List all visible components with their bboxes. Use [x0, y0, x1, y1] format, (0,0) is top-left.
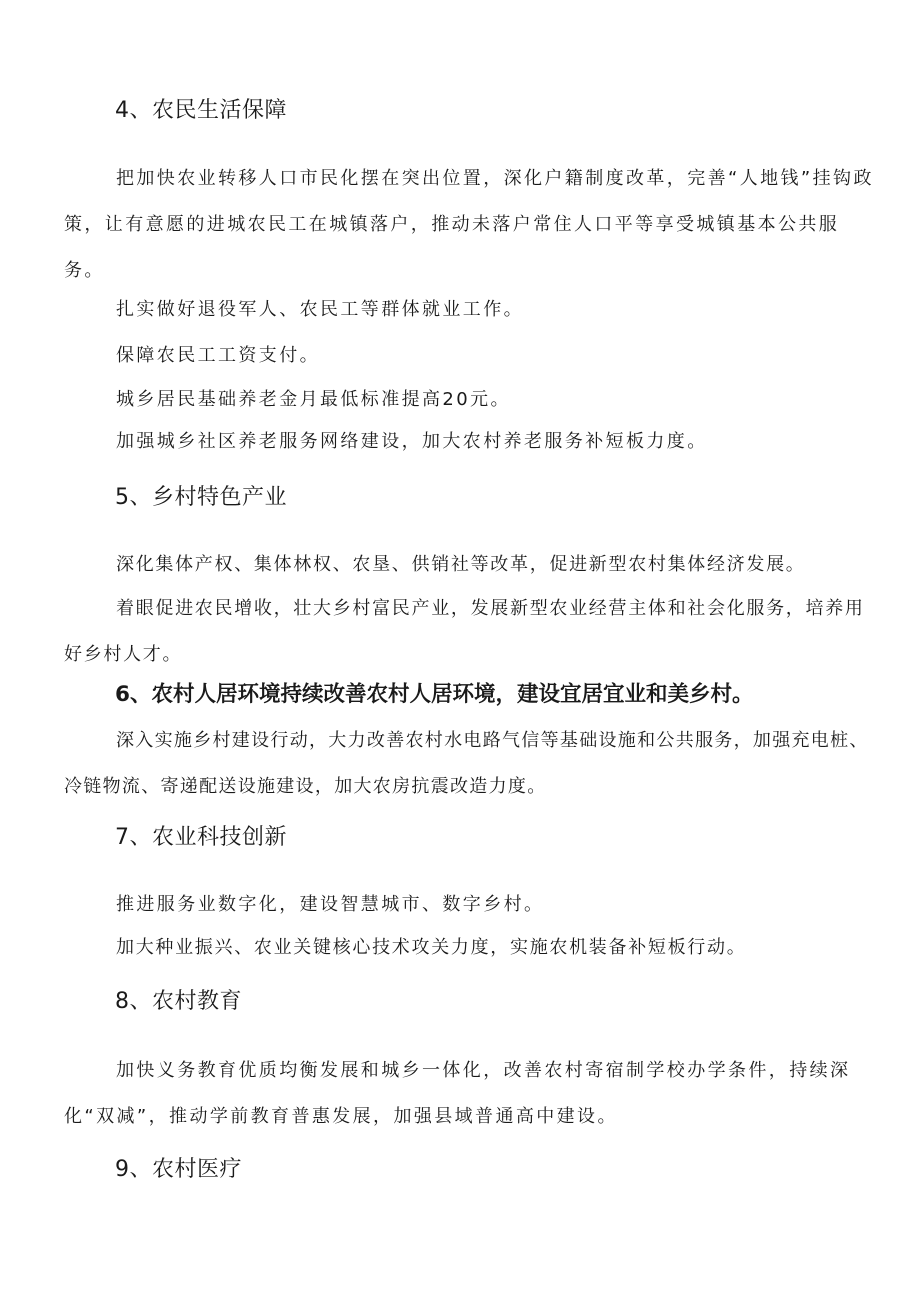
paragraph: 加快义务教育优质均衡发展和城乡一体化，改善农村寄宿制学校办学条件，持续深化“双减”，推动学前教育普惠发展，加强县域普通高中建设。 [64, 1060, 851, 1127]
paragraph: 深入实施乡村建设行动，大力改善农村水电路气信等基础设施和公共服务，加强充电桩、冷链物流、寄递配送设施建设，加大农房抗震改造力度。 [64, 730, 869, 797]
section-heading-5: 5、乡村特色产业 [115, 485, 287, 510]
section-heading-4: 4、农民生活保障 [115, 98, 287, 123]
paragraph: 保障农民工工资支付。 [116, 345, 320, 366]
paragraph: 城乡居民基础养老金月最低标准提高20元。 [116, 389, 511, 410]
section-heading-8: 8、农村教育 [115, 989, 242, 1014]
paragraph: 着眼促进农民增收，壮大乡村富民产业，发展新型农业经营主体和社会化服务，培养用好乡村人才。 [64, 598, 865, 665]
paragraph: 加强城乡社区养老服务网络建设，加大农村养老服务补短板力度。 [116, 431, 708, 452]
section-heading-6: 6、农村人居环境持续改善农村人居环境，建设宜居宜业和美乡村。 [115, 682, 754, 707]
paragraph: 推进服务业数字化，建设智慧城市、数字乡村。 [116, 894, 545, 915]
section-heading-7: 7、农业科技创新 [115, 825, 287, 850]
paragraph: 加大种业振兴、农业关键核心技术攻关力度，实施农机装备补短板行动。 [116, 937, 747, 958]
paragraph: 扎实做好退役军人、农民工等群体就业工作。 [116, 299, 524, 320]
paragraph: 把加快农业转移人口市民化摆在突出位置，深化户籍制度改革，完善“人地钱”挂钩政策，让有意愿的进城农民工在城镇落户，推动未落户常住人口平等享受城镇基本公共服务。 [64, 168, 874, 281]
paragraph: 深化集体产权、集体林权、农垦、供销社等改革，促进新型农村集体经济发展。 [116, 554, 806, 575]
section-heading-9: 9、农村医疗 [115, 1157, 242, 1182]
